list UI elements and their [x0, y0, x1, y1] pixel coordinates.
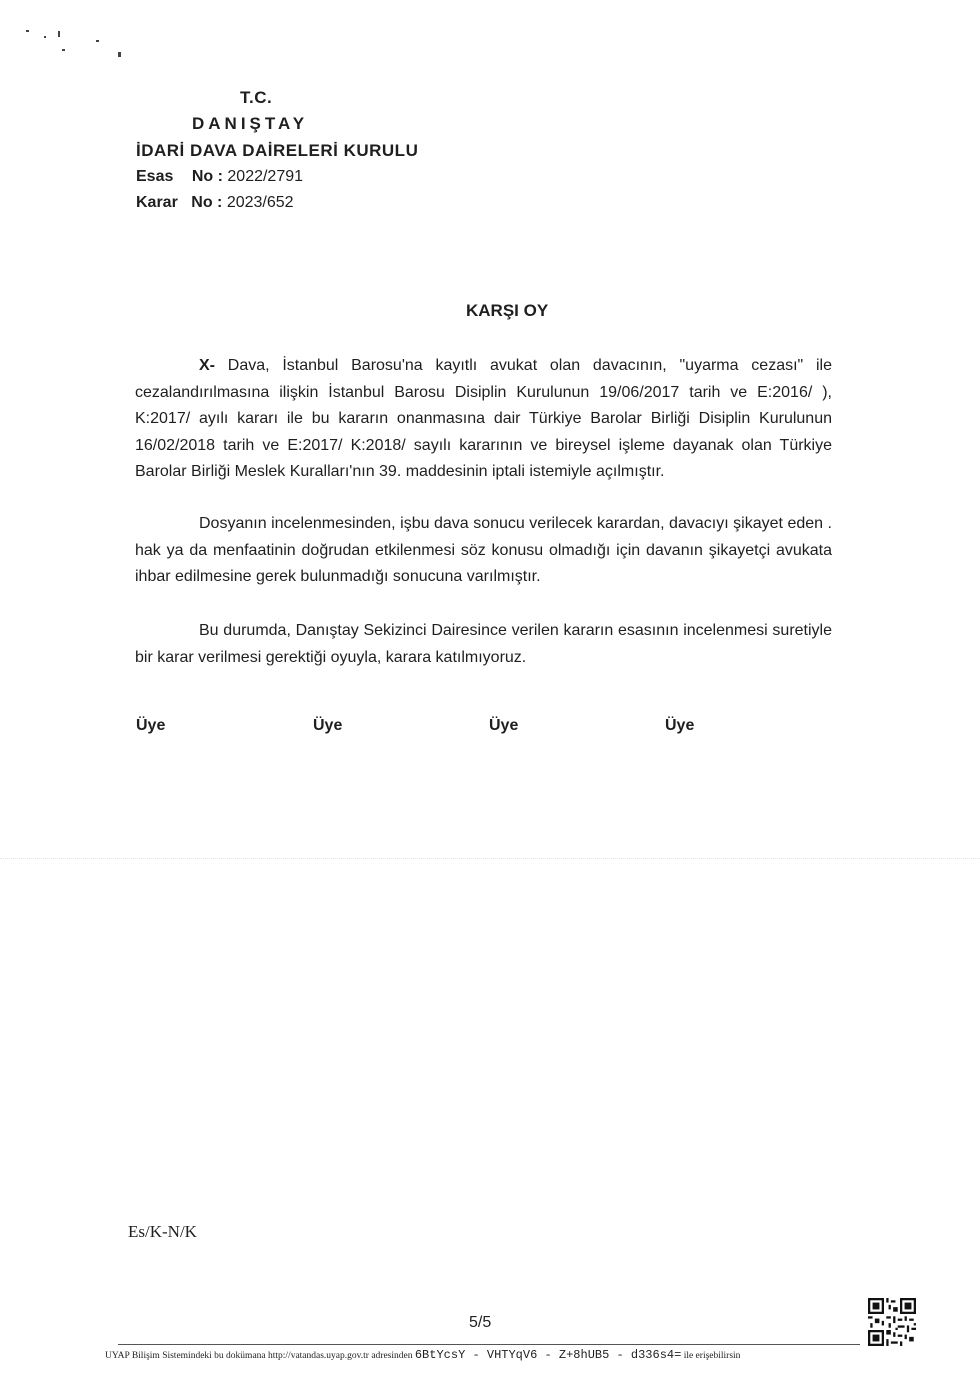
header-court: DANIŞTAY: [192, 114, 309, 133]
scan-speck: [62, 49, 65, 51]
karar-row: [136, 194, 294, 212]
header-board: İDARİ DAVA DAİRELERİ KURULU: [136, 141, 419, 160]
page-number: 5/5: [469, 1314, 492, 1331]
paragraph-2: [135, 511, 832, 591]
scan-speck: [96, 40, 99, 42]
paragraph-2-text: Dosyanın incelenmesinden, işbu dava sonucu verilecek karardan, davacıyı şikayet eden . hak ya da menfaatinin doğrudan etkilenmesi söz konusu olmadığı için davanın şikayetçi avukata ihbar edilmesine gerek bulunmadığı sonucuna varılmıştır.: [135, 515, 832, 585]
uyap-text: UYAP Bilişim Sistemindeki bu dokümana http://vatandas.uyap.gov.tr adresinden: [105, 1351, 413, 1361]
paragraph-3-text: Bu durumda, Danıştay Sekizinci Dairesince verilen kararın esasının incelenmesi suretiyle bir karar verilmesi gerektiği oyuyla, karara katılmıyoruz.: [135, 622, 832, 666]
signature-member-3: Üye: [489, 717, 519, 734]
scan-speck: [58, 31, 60, 37]
esas-value: 2022/2791: [227, 168, 304, 185]
scan-fold-line: [0, 858, 980, 859]
signature-member-4: Üye: [665, 717, 695, 734]
signature-member-1: Üye: [136, 717, 166, 734]
karar-no-label: No :: [191, 194, 223, 211]
scan-speck: [118, 52, 121, 57]
karar-label: Karar: [136, 194, 178, 211]
scan-speck: [26, 30, 29, 32]
header-tc: T.C.: [240, 88, 273, 107]
karar-value: 2023/652: [226, 194, 294, 211]
document-code: Es/K-N/K: [128, 1222, 197, 1241]
paragraph-3: [135, 618, 832, 671]
section-heading: KARŞI OY: [466, 301, 549, 320]
verification-code: 6BtYcsY - VHTYqV6 - Z+8hUB5 - d336s4=: [414, 1348, 682, 1362]
esas-label: Esas: [136, 168, 174, 185]
signature-member-2: Üye: [313, 717, 343, 734]
paragraph-1-text: Dava, İstanbul Barosu'na kayıtlı avukat olan davacının, "uyarma cezası" ile cezalandırılmasına ilişkin İstanbul Barosu Disiplin Kurulunun 19/06/2017 tarih ve E:2016/ ), K:2017/ ayılı kararı ile bu kararın onanmasına dair Türkiye Barolar Birliği Disiplin Kurulunun 16/02/2018 tarih ve E:2017/ K:2018/ sayılı kararının ve bireysel işleme dayanak olan Türkiye Barolar Birliği Meslek Kuralları'nın 39. maddesinin iptali istemiyle açılmıştır.: [135, 357, 832, 480]
paragraph-1-lead: X-: [199, 357, 215, 374]
scan-speck: [44, 36, 46, 38]
uyap-footer: [105, 1348, 740, 1362]
qr-code-icon: [868, 1298, 916, 1346]
footer-rule: [118, 1344, 860, 1345]
esas-row: [136, 168, 303, 186]
uyap-suffix: ile erişebilirsin: [683, 1351, 741, 1361]
paragraph-1: [135, 353, 832, 486]
esas-no-label: No :: [191, 168, 223, 185]
